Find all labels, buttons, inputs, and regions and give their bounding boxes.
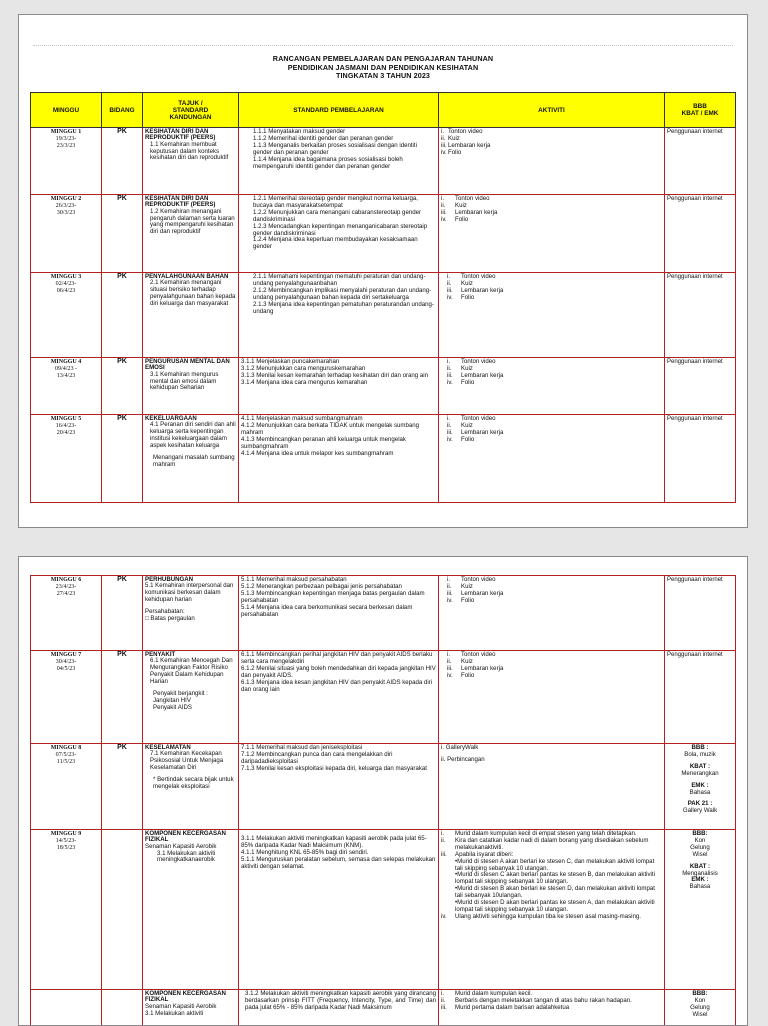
- week-date: 09/4/23 -: [55, 366, 77, 372]
- bbb-cell: [665, 744, 736, 830]
- plan-table-page-1: [30, 92, 736, 503]
- sp-cell: [239, 990, 439, 1026]
- standard-kandungan: 2.1 Kemahiran menangani situasi berisiko terhadap penyalahgunaan bahan kepada diri keluarga dan masyarakat: [145, 280, 236, 308]
- standard-kandungan: 3.1 Melakukan aktiviti meningkatkanaerobik: [145, 851, 236, 865]
- activity-item: iii. Lembaran kerja: [447, 288, 662, 295]
- sp-item: 1.2.1 Memerihal stereotaip gender mengikut norma keluarga, bucaya dan masyarakatsetempat: [241, 196, 436, 210]
- emk-label: EMK :: [691, 782, 708, 789]
- aktiviti-cell: [439, 128, 665, 195]
- table-row: [31, 576, 736, 651]
- bbb-value: Wisel: [667, 852, 733, 859]
- sp-item: 2.1.3 Menjana idea kepentingan pematuhan peraturandan undang-undang: [241, 302, 436, 316]
- tajuk-title: KEKELUARGAAN: [145, 416, 236, 422]
- activity-item: i. GalleryWalk: [441, 745, 662, 752]
- aktiviti-cell: [439, 576, 665, 651]
- week-label: MINGGU 6: [51, 577, 82, 583]
- title-line-1: RANCANGAN PEMBELAJARAN DAN PENGAJARAN TAHUNAN: [19, 55, 747, 64]
- activity-item: ii. Kuiz: [447, 659, 662, 666]
- bidang-cell: PK: [102, 576, 143, 651]
- tajuk-cell: [143, 990, 239, 1026]
- header-bbb-line: BBB: [667, 103, 733, 110]
- activity-item: i. Murid dalam kumpulan kecil di empat stesen yang telah ditetapkan.: [441, 831, 662, 838]
- activity-item: iii. Murid pertama dalam barisan adalahketua: [441, 1005, 662, 1012]
- activity-item: i. Tonton video: [447, 577, 662, 584]
- activity-item: i. Murid dalam kumpulan kecil.: [441, 991, 662, 998]
- header-tajuk-line: TAJUK /: [145, 100, 236, 107]
- week-date: 16/4/23-: [56, 423, 77, 429]
- sp-item: 3.1.1 Melakukan aktiviti meningkatkan kapasiti aerobik pada julat 65-85% daripada Kadar Nadi Maksimum (KNM).: [241, 836, 436, 850]
- standard-kandungan: 5.1 Kemahiran interpersonal dan komunikasi berkesan dalam kehidupan harian: [145, 583, 236, 604]
- pak-label: PAK 21 :: [688, 800, 713, 807]
- kbat-value: Menerangkan: [667, 771, 733, 778]
- sp-item: 5.1.4 Menjana idea cara berkomunikasi secara berkesan dalam persahabatan: [241, 605, 436, 619]
- tajuk-title: PENYALAHGUNAAN BAHAN: [145, 274, 236, 280]
- week-date: 30/4/23-: [56, 659, 77, 665]
- bidang-cell: PK: [102, 358, 143, 415]
- header-standard-pembelajaran: STANDARD PEMBELAJARAN: [239, 93, 439, 128]
- activity-item: iv. Folio: [441, 150, 662, 157]
- sp-item: 4.1.1 Menghitung KNL 65-85% bagi diri sendiri.: [241, 850, 436, 857]
- bbb-value: Bola, muzik: [667, 752, 733, 759]
- week-cell: [31, 576, 102, 651]
- kbat-label: KBAT :: [690, 763, 710, 770]
- standard-kandungan: 7.1 Kemahiran Kecekapan Psikososial Untuk Menjaga Keselamatan Diri: [145, 751, 236, 772]
- tajuk-title: KOMPONEN KECERGASAN FIZIKAL: [145, 831, 236, 844]
- week-cell: [31, 273, 102, 358]
- activity-item: iv. Folio: [447, 437, 662, 444]
- week-date: 19/3/23-: [56, 136, 77, 142]
- aktiviti-cell: [439, 990, 665, 1026]
- sp-item: 5.1.2 Menerangkan perbezaan pelbagai jenis persahabatan: [241, 584, 436, 591]
- activity-item: iv. Folio: [447, 598, 662, 605]
- bidang-cell: PK: [102, 273, 143, 358]
- tajuk-title: KESIHATAN DIRI DAN REPRODUKTIF (PEERS): [145, 196, 236, 209]
- week-cell: [31, 415, 102, 503]
- pak-value: Gallery Walk: [667, 808, 733, 815]
- activity-item: ii. Kuiz: [447, 584, 662, 591]
- table-row: [31, 651, 736, 744]
- tajuk-title: KESIHATAN DIRI DAN REPRODUKTIF (PEERS): [145, 129, 236, 142]
- sp-item: 3.1.1 Menjelaskan puncakemarahan: [241, 359, 436, 366]
- sp-item: 4.1.2 Menunjukkan cara berkata TIDAK untuk mengelak sumbang mahram: [241, 423, 436, 437]
- activity-item: i. Tonton video: [447, 416, 662, 423]
- sp-cell: [239, 576, 439, 651]
- tajuk-cell: [143, 195, 239, 273]
- header-tajuk-line: STANDARD: [145, 107, 236, 114]
- activity-item: i. Tonton video: [441, 129, 662, 136]
- sp-item: 1.2.3 Mencadangkan kepentingan menanganicabaran stereotaip gender dandiskriminasi: [241, 224, 436, 238]
- kbat-label: KBAT :: [690, 863, 710, 870]
- header-bbb: [665, 93, 736, 128]
- week-label: MINGGU 7: [51, 652, 82, 658]
- header-bbb-line: KBAT / EMK: [667, 110, 733, 117]
- activity-item: ii. Kuiz: [447, 423, 662, 430]
- title-line-3: TINGKATAN 3 TAHUN 2023: [19, 72, 747, 81]
- sp-item: 5.1.3 Membincangkan kepentingan menjaga batas pergaulan dalam persahabatan: [241, 591, 436, 605]
- week-date: 07/5/23-: [56, 752, 77, 758]
- tajuk-cell: [143, 830, 239, 990]
- standard-kandungan: 1.1 Kemahiran membuat keputusan dalam konteks kesihatan diri dan reproduktif: [145, 142, 236, 163]
- week-label: MINGGU 4: [51, 359, 82, 365]
- emk-value: Bahasa: [667, 884, 733, 891]
- sp-item: 1.2.2 Menunjukkan cara menangani cabaranstereotaip gender dandiskriminasi: [241, 210, 436, 224]
- bbb-cell: Penggunaan internet: [665, 128, 736, 195]
- sp-cell: [239, 830, 439, 990]
- bbb-value: Kon: [667, 838, 733, 845]
- title-line-2: PENDIDIKAN JASMANI DAN PENDIDIKAN KESIHATAN: [19, 64, 747, 73]
- tajuk-title: KESELAMATAN: [145, 745, 236, 751]
- tajuk-note: Persahabatan:: [145, 609, 236, 616]
- activity-item: ii. Kuiz: [447, 281, 662, 288]
- activity-item: iv. Folio: [441, 217, 662, 224]
- sp-item: 1.2.4 Menjana idea keperluan membudayakan kesaksamaan gender: [241, 237, 436, 251]
- tajuk-title: PENYAKIT: [145, 652, 236, 658]
- tajuk-cell: [143, 744, 239, 830]
- activity-item: iii. Lembaran kerja: [447, 666, 662, 673]
- sp-item: 1.1.1 Menyatakan maksud gender: [241, 129, 436, 136]
- week-label: MINGGU 5: [51, 416, 82, 422]
- bidang-cell: PK: [102, 415, 143, 503]
- tajuk-note: Penyakit berjangkit :: [145, 691, 236, 698]
- week-date: 30/3/23: [57, 210, 76, 216]
- activity-item: iii. Lembaran kerja: [447, 373, 662, 380]
- week-cell: [31, 195, 102, 273]
- sp-item: 5.1.1 Menguruskan peralatan sebelum, semasa dan selepas melakukan aktiviti dengan selamat.: [241, 857, 436, 871]
- sp-item: 3.1.2 Menunjukkan cara menguruskemarahan: [241, 366, 436, 373]
- tajuk-cell: [143, 358, 239, 415]
- activity-item: ii. Perbincangan: [441, 757, 662, 764]
- checkbox-icon: □: [145, 615, 149, 622]
- table-row: [31, 990, 736, 1026]
- tajuk-cell: [143, 128, 239, 195]
- sp-item: 6.1.2 Menilai situasi yang boleh mendedahkan diri kepada jangkitan HIV dan penyakit AIDS.: [241, 666, 436, 680]
- week-date: 02/4/23-: [56, 281, 77, 287]
- bbb-value: Gelung: [667, 845, 733, 852]
- sp-item: 6.1.1 Membincangkan perihal jangkitan HIV dan penyakit AIDS berlaku serta cara mengelakdiri: [241, 652, 436, 666]
- header-tajuk-line: KANDUNGAN: [145, 114, 236, 121]
- table-header-row: [31, 93, 736, 128]
- sp-cell: [239, 415, 439, 503]
- sp-item: 7.1.2 Membincangkan punca dan cara mengelakkan diri daripadadieksploitasi: [241, 752, 436, 766]
- sp-cell: [239, 128, 439, 195]
- week-label: MINGGU 3: [51, 274, 82, 280]
- sp-item: 1.1.3 Menganalis berkaitan proses sosialisasi dengan identiti gender dan peranan gender: [241, 143, 436, 157]
- bbb-cell: [665, 990, 736, 1026]
- week-date: 23/4/23-: [56, 584, 77, 590]
- aktiviti-cell: [439, 651, 665, 744]
- activity-item: ii. Kira dan catatkan kadar nadi di dalam borang yang disediakan sebelum melakukanaktiviti.: [441, 838, 662, 852]
- tajuk-cell: [143, 576, 239, 651]
- bbb-cell: Penggunaan internet: [665, 273, 736, 358]
- activity-item: ii. Kuiz: [441, 136, 662, 143]
- activity-item: iv. Ulang aktiviti sehingga kumpulan tiba ke stesen asal masing-masing.: [441, 914, 662, 921]
- tajuk-cell: [143, 415, 239, 503]
- activity-item: •Murid di stesen C akan berlari pantas ke stesen B, dan melakukan aktiviti lompat tali skipping sebanyak 10 ulangan.: [441, 872, 662, 886]
- activity-item: iv. Folio: [447, 295, 662, 302]
- standard-kandungan: 3.1 Melakukan aktiviti: [145, 1011, 236, 1018]
- aktiviti-cell: [439, 415, 665, 503]
- sp-item: 1.1.2 Memerihal identiti gender dan peranan gender: [241, 136, 436, 143]
- sp-item: 3.1.2 Melakukan aktiviti meningkatkan kapasiti aerobik yang dirancang berdasarkan prinsip FITT (Frequency, Intencity, Type, and Time) dan pada julat 65% - 85% daripada Kadar Nadi Maksimum: [241, 991, 436, 1012]
- week-cell: [31, 830, 102, 990]
- activity-item: i. Tonton video: [441, 196, 662, 203]
- document-page-1: [18, 14, 748, 528]
- sp-cell: [239, 358, 439, 415]
- table-row: [31, 358, 736, 415]
- tajuk-title: KOMPONEN KECERGASAN FIZIKAL: [145, 991, 236, 1004]
- activity-item: iv. Folio: [447, 673, 662, 680]
- activity-item: iii. Lembaran kerja: [447, 591, 662, 598]
- sp-cell: [239, 651, 439, 744]
- bidang-cell: [102, 990, 143, 1026]
- activity-item: iii. Lembaran kerja: [441, 210, 662, 217]
- aktiviti-cell: [439, 195, 665, 273]
- week-cell: [31, 358, 102, 415]
- week-date: 23/3/23: [57, 143, 76, 149]
- tajuk-note: * Bertindak secara bijak untuk mengelak eksploitasi: [145, 777, 236, 791]
- week-date: 26/3/23-: [56, 203, 77, 209]
- header-bidang: BIDANG: [102, 93, 143, 128]
- sp-item: 6.1.3 Menjana idea kesan jangkitan HIV dan penyakit AIDS kepada diri dan orang lain: [241, 680, 436, 694]
- standard-kandungan: Senaman Kapasiti Aerobik: [145, 1004, 236, 1011]
- bbb-cell: Penggunaan internet: [665, 415, 736, 503]
- activity-item: iv. Folio: [447, 380, 662, 387]
- header-rule: [33, 45, 733, 46]
- aktiviti-cell: [439, 830, 665, 990]
- week-label: MINGGU 1: [51, 129, 82, 135]
- activity-item: ii. Berbaris dengan meletakkan tangan di atas bahu rakan hadapan.: [441, 998, 662, 1005]
- sp-cell: [239, 273, 439, 358]
- sp-item: 4.1.4 Menjana idea untuk melapor kes sumbangmahram: [241, 451, 436, 458]
- sp-item: 3.1.3 Menilai kesan kemarahan terhadap kesihatan diri dan orang ain: [241, 373, 436, 380]
- tajuk-note: Jangkitan HIV: [145, 698, 236, 705]
- aktiviti-cell: [439, 358, 665, 415]
- bbb-cell: Penggunaan internet: [665, 651, 736, 744]
- header-aktiviti: AKTIVITI: [439, 93, 665, 128]
- sp-item: 2.1.1 Memahami kepentingan mematuhi peraturan dan undang-undang penyalahgunaanbahan: [241, 274, 436, 288]
- sp-item: 7.1.3 Menilai kesan eksploitasi kepada diri, keluarga dan masyarakat: [241, 766, 436, 773]
- activity-item: i. Tonton video: [447, 359, 662, 366]
- week-cell: [31, 128, 102, 195]
- standard-kandungan: 4.1 Peranan diri sendiri dan ahli keluarga serta kepentingan institusi kekeluargaan dalam aspek kesihatan keluarga: [145, 422, 236, 450]
- week-date: 13/4/23: [57, 373, 76, 379]
- bbb-cell: [665, 830, 736, 990]
- sp-item: 5.1.1 Memerihal maksud persahabatan: [241, 577, 436, 584]
- sp-item: 1.1.4 Menjana idea bagaimana proses sosialisasi boleh mempengaruhi identiti gender dan peranan gender: [241, 157, 436, 171]
- tajuk-cell: [143, 273, 239, 358]
- sp-item: 4.1.3 Membincangkan peranan ahli keluarga untuk mengelak sumbangmahram: [241, 437, 436, 451]
- sp-item: 3.1.4 Menjana idea cara mengurus kemarahan: [241, 380, 436, 387]
- emk-value: Bahasa: [667, 790, 733, 797]
- table-row: [31, 830, 736, 990]
- header-tajuk: [143, 93, 239, 128]
- table-row: [31, 195, 736, 273]
- bbb-label: BBB:: [692, 990, 707, 997]
- week-cell: [31, 651, 102, 744]
- sp-item: 7.1.1 Memerihal maksud dan jeniseksploitasi: [241, 745, 436, 752]
- sp-item: 2.1.2 Membincangkan implikasi menyalahi peraturan dan undang-undang penyalahgunaan bahan kepada diri sertakeluarga: [241, 288, 436, 302]
- activity-item: i. Tonton video: [447, 274, 662, 281]
- activity-item: iii. Apabila isyarat diberi:: [441, 852, 662, 859]
- week-date: 06/4/23: [57, 288, 76, 294]
- bidang-cell: PK: [102, 128, 143, 195]
- sp-cell: [239, 195, 439, 273]
- bidang-cell: PK: [102, 744, 143, 830]
- table-row: [31, 415, 736, 503]
- table-row: [31, 128, 736, 195]
- week-date: 14/5/23-: [56, 838, 77, 844]
- week-label: MINGGU 9: [51, 831, 82, 837]
- bidang-cell: PK: [102, 195, 143, 273]
- header-minggu: MINGGU: [31, 93, 102, 128]
- week-date: 27/4/23: [57, 591, 76, 597]
- week-date: 20/4/23: [57, 430, 76, 436]
- standard-kandungan: Senaman Kapasiti Aerobik: [145, 844, 236, 851]
- bbb-cell: Penggunaan internet: [665, 195, 736, 273]
- bbb-value: Kon: [667, 998, 733, 1005]
- activity-item: iii. Lembaran kerja: [447, 430, 662, 437]
- week-label: MINGGU 2: [51, 196, 82, 202]
- tajuk-title: PENGURUSAN MENTAL DAN EMOSI: [145, 359, 236, 372]
- aktiviti-cell: [439, 744, 665, 830]
- week-cell: [31, 990, 102, 1026]
- sp-cell: [239, 744, 439, 830]
- table-row: [31, 273, 736, 358]
- week-label: MINGGU 8: [51, 745, 82, 751]
- activity-item: •Murid di stesen D akan berlari pantas ke stesen A, dan melakukan aktiviti lompat tali skipping sebanyak 10 ulangan.: [441, 900, 662, 914]
- standard-kandungan: 3.1 Kemahiran mengurus mental dan emosi dalam kehidupan Seharian: [145, 372, 236, 393]
- week-date: 11/5/23: [57, 759, 75, 765]
- bbb-cell: Penggunaan internet: [665, 576, 736, 651]
- tajuk-title: PERHUBUNGAN: [145, 577, 236, 583]
- activity-item: iii. Lembaran kerja: [441, 143, 662, 150]
- activity-item: •Murid di stesen A akan berlari ke stesen C, dan melakukan aktiviti lompat tali skipping sebanyak 10 ulangan.: [441, 859, 662, 873]
- bbb-label: BBB:: [692, 830, 707, 837]
- activity-item: i. Tonton video: [447, 652, 662, 659]
- standard-kandungan: 6.1 Kemahiran Mencegah Dan Mengurangkan Faktor Risiko Penyakit Dalam Kehidupan Harian: [145, 658, 236, 686]
- table-row: [31, 744, 736, 830]
- tajuk-note: Penyakit AIDS: [145, 705, 236, 712]
- bbb-value: Gelung: [667, 1005, 733, 1012]
- bbb-cell: Penggunaan internet: [665, 358, 736, 415]
- bbb-value: Wisel: [667, 1012, 733, 1019]
- activity-item: •Murid di stesen B akan berlari ke stesen D, dan melakukan aktiviti lompat tali sebanyak 10ulangan.: [441, 886, 662, 900]
- bidang-cell: [102, 830, 143, 990]
- week-date: 04/5/23: [57, 666, 76, 672]
- tajuk-note: □ Batas pergaulan: [145, 616, 236, 623]
- emk-label: EMK :: [691, 876, 708, 883]
- tajuk-cell: [143, 651, 239, 744]
- kbat-value: Menganalisis: [667, 871, 733, 878]
- bidang-cell: PK: [102, 651, 143, 744]
- document-title: [19, 55, 747, 81]
- standard-kandungan: 1.2 Kemahiran menangani pengaruh dalaman serta luaran yang mempengaruhi kesihatan diri dan reproduktif: [145, 209, 236, 237]
- activity-item: ii. Kuiz: [447, 366, 662, 373]
- aktiviti-cell: [439, 273, 665, 358]
- bbb-label: BBB :: [692, 744, 709, 751]
- activity-item: ii. Kuiz: [441, 203, 662, 210]
- tajuk-note: Menangani masalah sumbang mahram: [145, 455, 236, 469]
- week-cell: [31, 744, 102, 830]
- plan-table-page-2: [30, 575, 736, 1026]
- week-date: 18/5/23: [57, 845, 76, 851]
- document-page-2: [18, 556, 748, 1026]
- sp-item: 4.1.1 Menjelaskan maksud sumbangmahram: [241, 416, 436, 423]
